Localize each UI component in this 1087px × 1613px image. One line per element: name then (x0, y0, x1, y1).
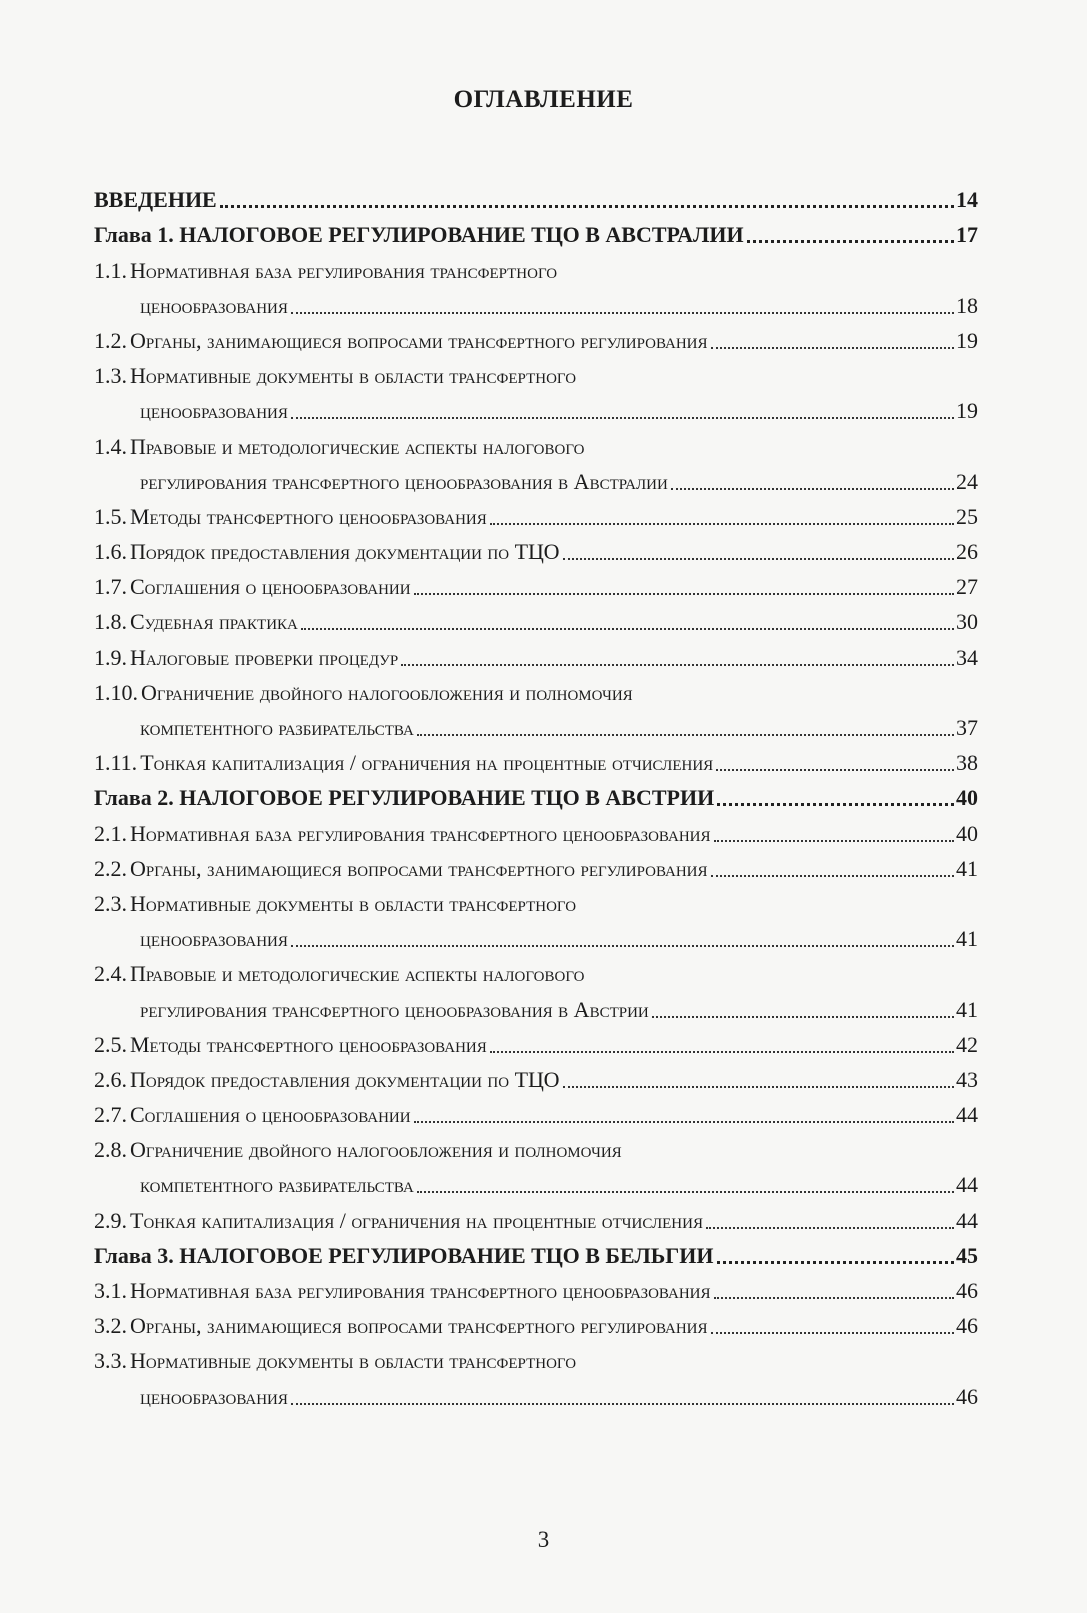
toc-entry-label: Нормативные документы в области трансфертного (130, 1348, 577, 1374)
toc-page-number: 42 (956, 1031, 978, 1057)
toc-entry (94, 1339, 978, 1374)
toc-entry (94, 671, 978, 706)
dot-leader (711, 1331, 954, 1334)
dot-leader (711, 874, 954, 877)
toc-entry-label: Нормативные документы в области трансфертного (130, 890, 577, 916)
toc-entry-label: Нормативные документы в области трансфертного (130, 363, 577, 389)
toc-entry-label: Органы, занимающиеся вопросами трансфертного регулирования (130, 327, 708, 353)
toc-entry-label: Тонкая капитализация / ограничения на процентные отчисления (140, 750, 714, 776)
toc-page-number: 19 (956, 327, 978, 353)
toc-section-number: 2.8. (94, 1137, 127, 1163)
toc-entry (94, 284, 978, 319)
toc-entry-label: Ограничение двойного налогообложения и полномочия (141, 679, 633, 705)
toc-entry-label: ВВЕДЕНИЕ (94, 187, 217, 213)
toc-entry-label: Соглашения о ценообразовании (130, 574, 411, 600)
toc-entry-label: Органы, занимающиеся вопросами трансфертного регулирования (130, 855, 708, 881)
dot-leader (490, 522, 954, 525)
toc-entry (94, 1128, 978, 1163)
dot-leader (671, 487, 954, 490)
toc-section-number: 1.9. (94, 644, 127, 670)
toc-chapter-entry (94, 178, 978, 213)
dot-leader (414, 592, 954, 595)
toc-section-number: 3.3. (94, 1348, 127, 1374)
toc-page-number: 26 (956, 539, 978, 565)
toc-section-number: 2.7. (94, 1102, 127, 1128)
toc-entry-label: ценообразования (140, 926, 288, 952)
toc-entry-label: компетентного разбирательства (140, 715, 414, 740)
dot-leader (711, 346, 954, 349)
toc-entry (94, 1023, 978, 1058)
dot-leader (291, 416, 954, 419)
toc-page-number: 19 (956, 398, 978, 424)
dot-leader (220, 204, 954, 208)
toc-entry-label: Органы, занимающиеся вопросами трансфертного регулирования (130, 1313, 708, 1339)
toc-page-number: 17 (956, 222, 978, 248)
toc-entry-label: Нормативная база регулирования трансфертного ценообразования (130, 1278, 711, 1303)
toc-entry (94, 319, 978, 354)
toc-entry-label: компетентного разбирательства (140, 1172, 414, 1198)
toc-entry (94, 1269, 978, 1304)
dot-leader (291, 944, 954, 947)
toc-entry-label: Нормативная база регулирования трансфертного (130, 257, 558, 283)
toc-section-number: 1.6. (94, 539, 127, 565)
dot-leader (401, 663, 954, 666)
dot-leader (563, 1085, 954, 1088)
toc-chapter-entry (94, 1234, 978, 1269)
toc-page-number: 45 (956, 1242, 978, 1268)
toc-entry (94, 1304, 978, 1339)
toc-entry-label: Методы трансфертного ценообразования (130, 503, 487, 529)
dot-leader (291, 1402, 954, 1405)
toc-entry-label: ценообразования (140, 398, 288, 424)
toc-section-number: 3.2. (94, 1313, 127, 1339)
toc-entry-label: Соглашения о ценообразовании (130, 1102, 411, 1128)
toc-entry-label: Порядок предоставления документации по ТЦО (130, 1066, 560, 1092)
toc-entry (94, 987, 978, 1022)
dot-leader (717, 1260, 955, 1264)
toc-section-number: 3.1. (94, 1278, 127, 1303)
toc-page-number: 46 (956, 1313, 978, 1339)
page-title: ОГЛАВЛЕНИЕ (453, 86, 634, 113)
dot-leader (417, 1190, 954, 1193)
toc-page-number: 18 (956, 292, 978, 318)
toc-page-number: 44 (956, 1102, 978, 1128)
toc-page-number: 38 (956, 750, 978, 776)
toc-section-number: 1.10. (94, 679, 138, 705)
toc-entry (94, 248, 978, 283)
dot-leader (714, 839, 955, 842)
toc-entry-label: Глава 1. НАЛОГОВОЕ РЕГУЛИРОВАНИЕ ТЦО В АВСТРАЛИИ (94, 222, 744, 248)
toc-entry-label: Правовые и методологические аспекты налогового (130, 433, 585, 459)
toc-page-number: 46 (956, 1278, 978, 1303)
toc-entry (94, 1374, 978, 1409)
dot-leader (717, 802, 954, 806)
toc-entry (94, 530, 978, 565)
toc-page-number: 25 (956, 503, 978, 529)
toc-entry (94, 600, 978, 635)
toc-entry (94, 952, 978, 987)
toc-section-number: 1.3. (94, 363, 127, 389)
toc-entry-label: регулирования трансфертного ценообразования в Австралии (140, 468, 668, 494)
toc-entry (94, 1058, 978, 1093)
toc-page-number: 24 (956, 468, 978, 494)
page-number: 3 (537, 1527, 550, 1552)
dot-leader (301, 627, 954, 630)
toc-section-number: 1.2. (94, 327, 127, 353)
toc-entry (94, 1163, 978, 1198)
toc-entry-label: Методы трансфертного ценообразования (130, 1031, 487, 1057)
toc-entry (94, 706, 978, 741)
dot-leader (652, 1015, 954, 1018)
dot-leader (747, 239, 954, 243)
toc-section-number: 2.2. (94, 855, 127, 881)
toc-section-number: 1.7. (94, 574, 127, 600)
toc-section-number: 2.6. (94, 1066, 127, 1092)
toc-section-number: 2.9. (94, 1207, 127, 1233)
toc-entry (94, 741, 978, 776)
toc-entry (94, 635, 978, 670)
toc-entry-label: Глава 3. НАЛОГОВОЕ РЕГУЛИРОВАНИЕ ТЦО В БЕЛЬГИИ (94, 1242, 714, 1268)
toc-entry (94, 882, 978, 917)
toc-entry-label: Тонкая капитализация / ограничения на процентные отчисления (130, 1207, 703, 1233)
toc-chapter-entry (94, 213, 978, 248)
toc-page-number: 41 (956, 855, 978, 881)
toc-entry (94, 565, 978, 600)
dot-leader (563, 557, 954, 560)
toc-page-number: 44 (956, 1172, 978, 1198)
toc-section-number: 2.5. (94, 1031, 127, 1057)
toc-page-number: 37 (956, 715, 978, 740)
toc-page-number: 27 (956, 574, 978, 600)
toc-entry (94, 354, 978, 389)
dot-leader (716, 768, 954, 771)
toc-entry-label: регулирования трансфертного ценообразования в Австрии (140, 996, 649, 1022)
toc-page-number: 40 (956, 785, 978, 811)
toc-entry (94, 1093, 978, 1128)
toc-page-number: 14 (956, 187, 978, 213)
toc-entry (94, 847, 978, 882)
dot-leader (714, 1296, 955, 1299)
dot-leader (417, 733, 954, 736)
toc-page-number: 41 (956, 926, 978, 952)
toc-page-number: 41 (956, 996, 978, 1022)
toc-page-number: 44 (956, 1207, 978, 1233)
toc-page-number: 30 (956, 609, 978, 635)
toc-chapter-entry (94, 776, 978, 811)
toc-section-number: 1.11. (94, 750, 138, 776)
toc-entry-label: Налоговые проверки процедур (130, 644, 399, 670)
toc-entry-label: Порядок предоставления документации по ТЦО (130, 539, 560, 565)
toc-entry-label: ценообразования (140, 292, 288, 318)
toc-section-number: 2.4. (94, 961, 127, 987)
toc-entry-label: Ограничение двойного налогообложения и полномочия (130, 1137, 622, 1163)
toc-entry (94, 389, 978, 424)
table-of-contents (94, 178, 978, 1410)
toc-entry (94, 917, 978, 952)
toc-section-number: 1.8. (94, 609, 127, 635)
toc-entry-label: Нормативная база регулирования трансфертного ценообразования (130, 820, 711, 846)
dot-leader (706, 1226, 954, 1229)
toc-entry-label: Правовые и методологические аспекты налогового (130, 961, 585, 987)
toc-section-number: 1.5. (94, 503, 127, 529)
toc-section-number: 2.3. (94, 890, 127, 916)
toc-page-number: 34 (956, 644, 978, 670)
toc-section-number: 2.1. (94, 820, 127, 846)
toc-entry (94, 1198, 978, 1233)
dot-leader (414, 1120, 954, 1123)
dot-leader (490, 1050, 954, 1053)
toc-section-number: 1.4. (94, 433, 127, 459)
toc-entry (94, 495, 978, 530)
toc-entry-label: ценообразования (140, 1383, 288, 1409)
toc-page-number: 43 (956, 1066, 978, 1092)
toc-entry (94, 424, 978, 459)
toc-page-number: 46 (956, 1383, 978, 1409)
toc-entry (94, 811, 978, 846)
toc-entry-label: Глава 2. НАЛОГОВОЕ РЕГУЛИРОВАНИЕ ТЦО В АВСТРИИ (94, 785, 715, 811)
dot-leader (291, 311, 954, 314)
toc-entry-label: Судебная практика (130, 609, 298, 635)
toc-entry (94, 460, 978, 495)
toc-page-number: 40 (956, 820, 978, 846)
toc-section-number: 1.1. (94, 257, 127, 283)
